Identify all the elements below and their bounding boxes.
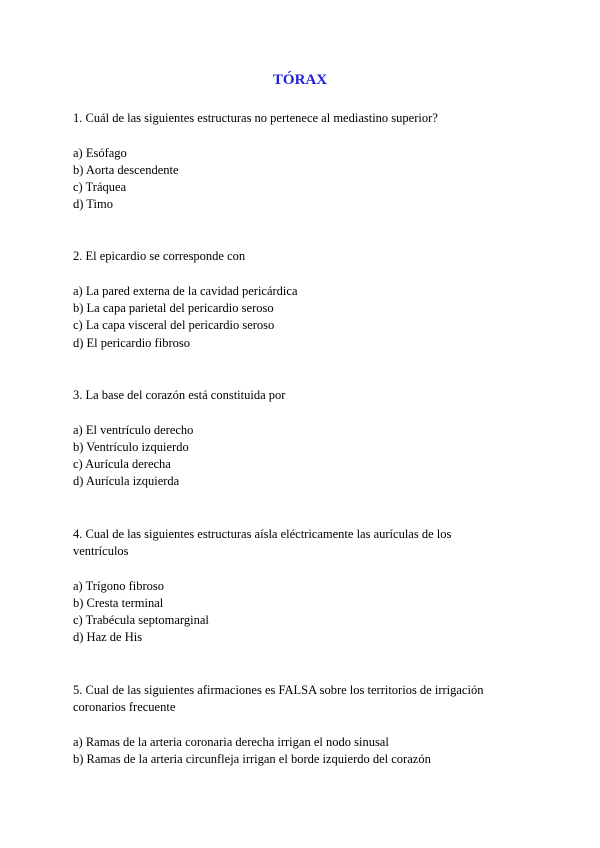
question-1-option-b: b) Aorta descendente <box>73 163 179 177</box>
question-4-option-a: a) Trígono fibroso <box>73 579 164 593</box>
question-4-option-d: d) Haz de His <box>73 630 143 644</box>
question-3-option-b: b) Ventrículo izquierdo <box>73 440 189 454</box>
question-5-stem-line-2: coronarios frecuente <box>73 700 176 714</box>
question-3-option-a: a) El ventrículo derecho <box>73 423 194 437</box>
question-2-option-a: a) La pared externa de la cavidad pericárdica <box>73 284 298 298</box>
question-5-stem-line-1: 5. Cual de las siguientes afirmaciones es FALSA sobre los territorios de irrigación <box>73 683 484 697</box>
question-5-option-a: a) Ramas de la arteria coronaria derecha irrigan el nodo sinusal <box>73 735 389 749</box>
question-4-option-c: c) Trabécula septomarginal <box>73 613 209 627</box>
question-4-option-b: b) Cresta terminal <box>73 596 164 610</box>
question-1-option-a: a) Esófago <box>73 146 127 160</box>
question-3-option-c: c) Aurícula derecha <box>73 457 171 471</box>
question-2-option-c: c) La capa visceral del pericardio seroso <box>73 318 275 332</box>
question-1-option-c: c) Tráquea <box>73 180 127 194</box>
question-2-option-b: b) La capa parietal del pericardio seroso <box>73 301 274 315</box>
question-2-stem: 2. El epicardio se corresponde con <box>73 249 246 263</box>
question-1-stem: 1. Cuál de las siguientes estructuras no pertenece al mediastino superior? <box>73 111 438 125</box>
question-3-stem: 3. La base del corazón está constituida por <box>73 388 286 402</box>
question-1-option-d: d) Timo <box>73 197 113 211</box>
question-3-option-d: d) Aurícula izquierda <box>73 474 180 488</box>
document-title: TÓRAX <box>272 72 328 88</box>
question-5-option-b: b) Ramas de la arteria circunfleja irrigan el borde izquierdo del corazón <box>73 752 431 766</box>
question-4-stem-line-2: ventrículos <box>73 544 129 558</box>
question-2-option-d: d) El pericardio fibroso <box>73 336 190 350</box>
question-4-stem-line-1: 4. Cual de las siguientes estructuras aísla eléctricamente las aurículas de los <box>73 527 452 541</box>
